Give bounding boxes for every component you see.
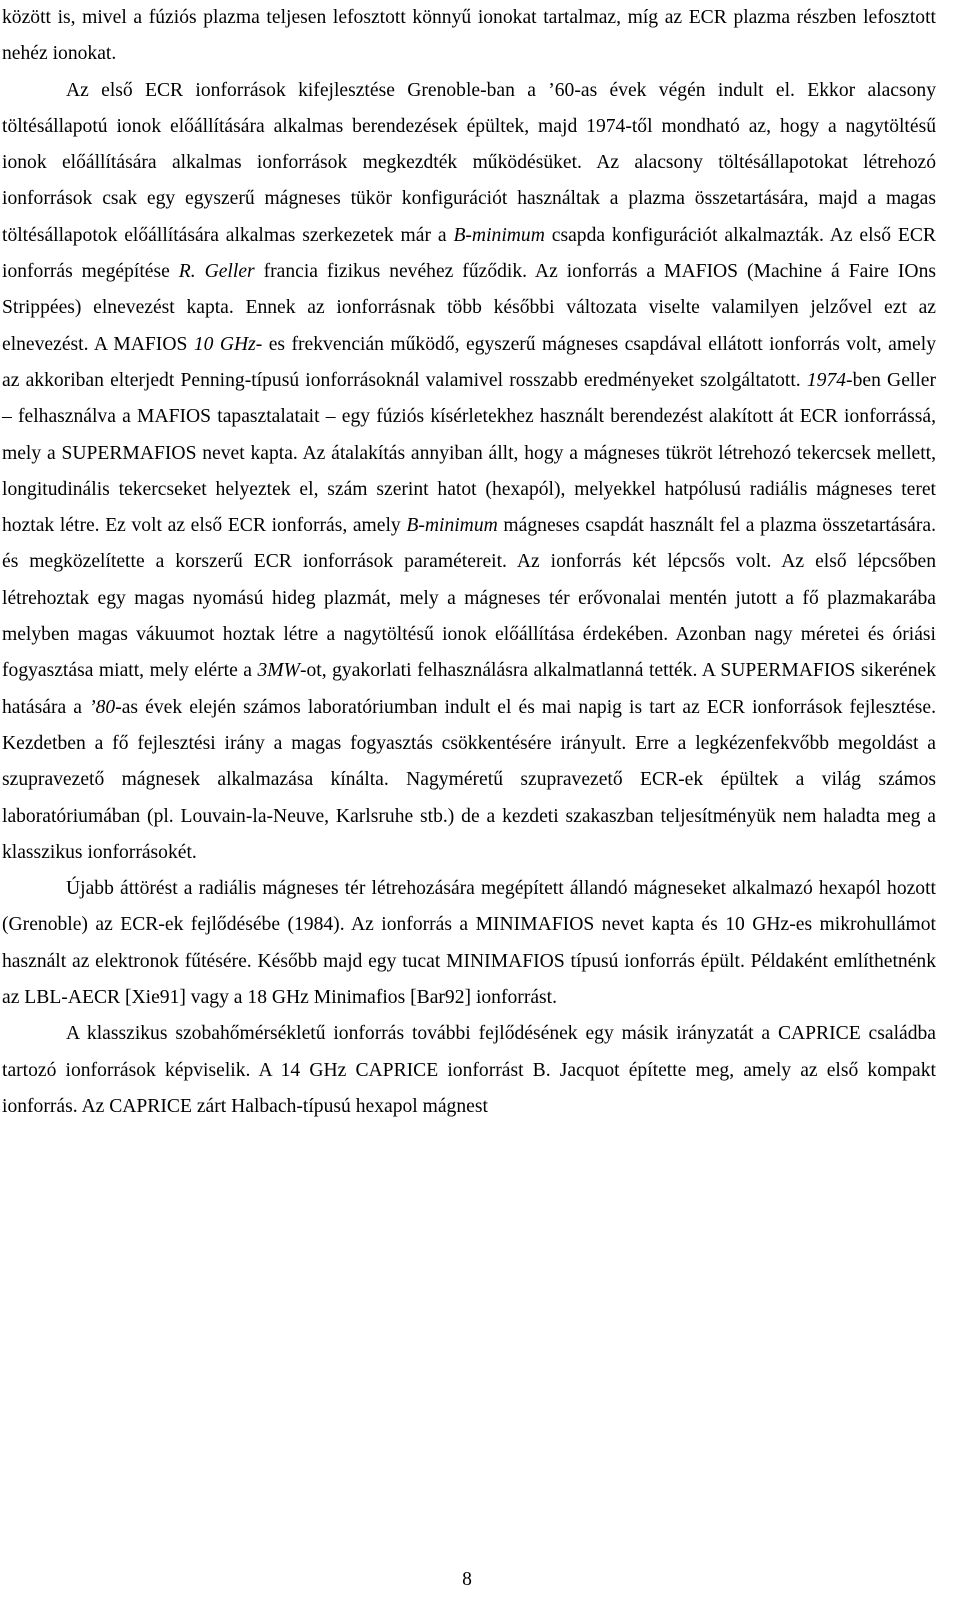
paragraph-p3 bbox=[2, 871, 936, 1016]
text-run: csapda konfigurációt alkalmazták. Az első ECR ionforrás megépítése bbox=[2, 224, 936, 283]
italic-run: R. Geller bbox=[178, 261, 255, 283]
text-run: A klasszikus szobahőmérsékletű ionforrás további fejlődésének egy másik irányzatát a CAPRICE családba tartozó ionforrások képviselik. A 14 GHz CAPRICE ionforrást B. Jacquot építette meg, amely az első kompakt ionforrás. Az CAPRICE zárt Halbach-típusú hexapol mágnest bbox=[2, 1023, 936, 1117]
text-run: mágneses csapdát használt fel a plazma összetartására. és megközelítette a korszerű ECR ionforrások paramétereit. Az ionforrás két lépcsős volt. Az első lépcsőben létrehoztak egy magas nyomású hideg plazmát, mely a mágneses tér erővonalai mentén jutott a fő plazmakarába melyben magas vákuumot hoztak létre a nagytöltésű ionok előállítása érdekében. Azonban nagy méretei és óriási fogyasztása miatt, mely elérte a bbox=[2, 515, 936, 682]
text-run: -ot, gyakorlati felhasználásra alkalmatlanná tették. A SUPERMAFIOS sikerének hatására a bbox=[2, 660, 936, 718]
text-run: -ben Geller – felhasználva a MAFIOS tapasztalatait – egy fúziós kísérletekhez használt berendezést alakított át ECR ionforrássá, mely a SUPERMAFIOS nevet kapta. Az átalakítás annyiban állt, hogy a mágneses tükröt létrehozó tekercsek mellett, longitudinális tekercseket helyeztek el, szám szerint hatot (hexapól), melyekkel hatpólusú radiális mágneses teret hoztak létre. Ez volt az első ECR ionforrás, amely bbox=[2, 369, 937, 537]
italic-run: 1974 bbox=[806, 369, 847, 391]
italic-run: B-minimum bbox=[453, 224, 545, 246]
italic-run: 3MW bbox=[257, 660, 300, 682]
text-run: Az első ECR ionforrások kifejlesztése Grenoble-ban a ’60-as évek végén indult el. Ekkor alacsony töltésállapotú ionok előállítására alkalmas berendezések épültek, majd 1974-től mondható az, hogy a nagytöltésű ionok előállítására alkalmas ionforrások megkezdték működésüket. Az alacsony töltésállapotokat létrehozó ionforrások csak egy egyszerű mágneses tükör konfigurációt használtak a plazma összetartására, majd a magas töltésállapotok előállítására alkalmas szerkezetek már a bbox=[2, 79, 936, 246]
text-run: Újabb áttörést a radiális mágneses tér létrehozására megépített állandó mágneseket alkalmazó hexapól hozott (Grenoble) az ECR-ek fejlődésébe (1984). Az ionforrás a MINIMAFIOS nevet kapta és 10 GHz-es mikrohullámot használt az elektronok fűtésére. Később majd egy tucat MINIMAFIOS típusú ionforrás épült. Példaként említhetnénk az LBL-AECR [Xie91] vagy a 18 GHz Minimafios [Bar92] ionforrást. bbox=[2, 878, 936, 1009]
paragraph-p4 bbox=[2, 1016, 936, 1125]
page-number: 8 bbox=[462, 1569, 472, 1590]
text-run: között is, mivel a fúziós plazma teljesen lefosztott könnyű ionokat tartalmaz, míg az ECR plazma részben lefosztott nehéz ionokat. bbox=[2, 7, 936, 65]
italic-run: 10 GHz bbox=[193, 333, 256, 355]
text-run: francia fizikus nevéhez fűződik. Az ionforrás a MAFIOS (Machine á Faire IOns Strippées) elnevezést kapta. Ennek az ionforrásnak több későbbi változata viselte valamilyen jelzővel ezt az elnevezést. A MAFIOS bbox=[2, 261, 936, 355]
paragraph-p1 bbox=[2, 0, 936, 73]
text-run: - es frekvencián működő, egyszerű mágneses csapdával ellátott ionforrás volt, amely az akkoriban elterjedt Penning-típusú ionforrásoknál valamivel rosszabb eredményeket szolgáltatott. bbox=[2, 333, 936, 391]
italic-run: B-minimum bbox=[406, 515, 498, 537]
text-run: -as évek elején számos laboratóriumban indult el és mai napig is tart az ECR ionforrások fejlesztése. Kezdetben a fő fejlesztési irány a magas fogyasztás csökkentésére irányult. Erre a legkézenfekvőbb megoldást a szupravezető mágnesek alkalmazása kínálta. Nagyméretű szupravezető ECR-ek épültek a világ számos laboratóriumában (pl. Louvain-la-Neuve, Karlsruhe stb.) de a kezdeti szakaszban teljesítményük nem haladta meg a klasszikus ionforrásokét. bbox=[2, 696, 936, 863]
paragraph-p2 bbox=[2, 73, 936, 872]
body-text bbox=[2, 0, 936, 1125]
italic-run: ’80 bbox=[89, 696, 116, 718]
